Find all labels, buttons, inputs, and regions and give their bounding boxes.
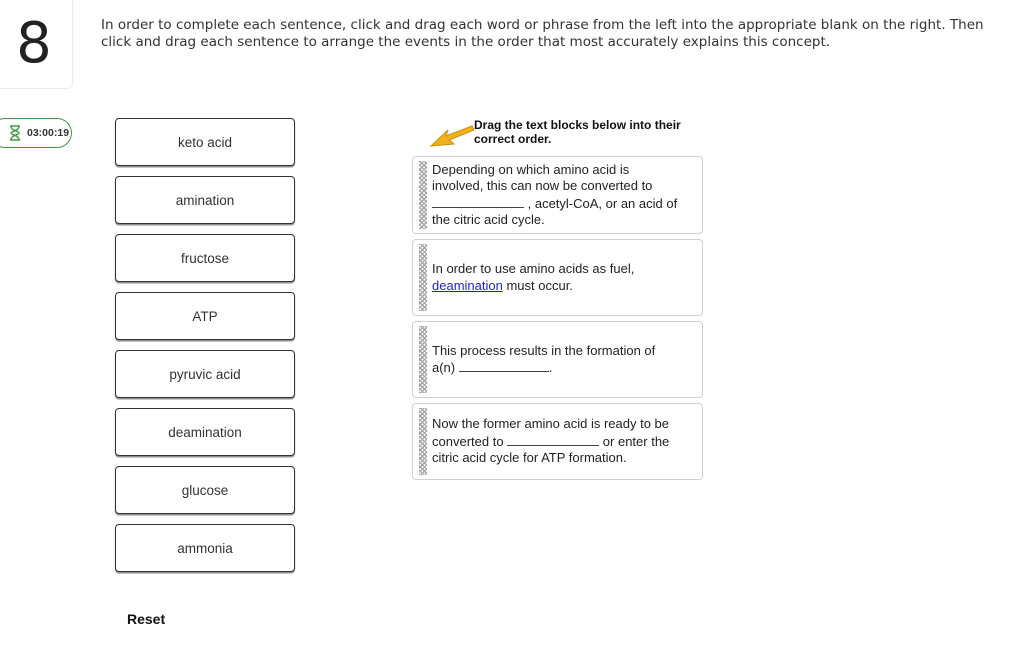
word-tile-ammonia[interactable]: ammonia: [115, 524, 295, 572]
sentence-text: In order to use amino acids as fuel, deamination must occur.: [432, 261, 635, 293]
answer-blank[interactable]: [459, 359, 549, 372]
drag-handle-icon[interactable]: [419, 326, 427, 393]
sentence-text: Now the former amino acid is ready to be converted to or enter the citric acid cycle for ATP formation.: [432, 416, 670, 466]
answer-blank[interactable]: [507, 433, 599, 446]
sentence-text: Depending on which amino acid is involved, this can now be converted to , acetyl-CoA, or an acid of the citric acid cycle.: [432, 161, 678, 227]
drag-hint: Drag the text blocks below into their correct order.: [474, 118, 681, 146]
reset-button[interactable]: Reset: [127, 611, 166, 627]
arrow-pointer-icon: [428, 122, 476, 154]
timer-badge[interactable]: [0, 118, 72, 148]
word-tile-glucose[interactable]: glucose: [115, 466, 295, 514]
sentence-text: This process results in the formation of a(n) .: [432, 342, 656, 375]
drag-handle-icon[interactable]: [419, 244, 427, 311]
drag-handle-icon[interactable]: [419, 161, 427, 229]
sentence-block[interactable]: [412, 156, 703, 234]
filled-answer[interactable]: deamination: [432, 277, 503, 293]
answer-blank[interactable]: [432, 195, 524, 208]
sentence-block[interactable]: [412, 239, 703, 316]
word-tile-fructose[interactable]: fructose: [115, 234, 295, 282]
word-tile-pyruvic-acid[interactable]: pyruvic acid: [115, 350, 295, 398]
word-tile-atp[interactable]: ATP: [115, 292, 295, 340]
word-tile-deamination[interactable]: deamination: [115, 408, 295, 456]
timer-value: 03:00:19: [27, 127, 70, 139]
sentence-block[interactable]: [412, 403, 703, 480]
hourglass-icon: [9, 125, 21, 141]
instructions-text: In order to complete each sentence, click and drag each word or phrase from the left into the appropriate blank on the right. Then click and drag each sentence to arrange the events in the order that most accurately explains this concept.: [101, 17, 984, 50]
word-tile-amination[interactable]: amination: [115, 176, 295, 224]
sentence-block[interactable]: [412, 321, 703, 398]
question-number: 8: [16, 11, 52, 76]
drag-handle-icon[interactable]: [419, 408, 427, 475]
question-number-box: [0, 0, 73, 89]
word-tile-keto-acid[interactable]: keto acid: [115, 118, 295, 166]
